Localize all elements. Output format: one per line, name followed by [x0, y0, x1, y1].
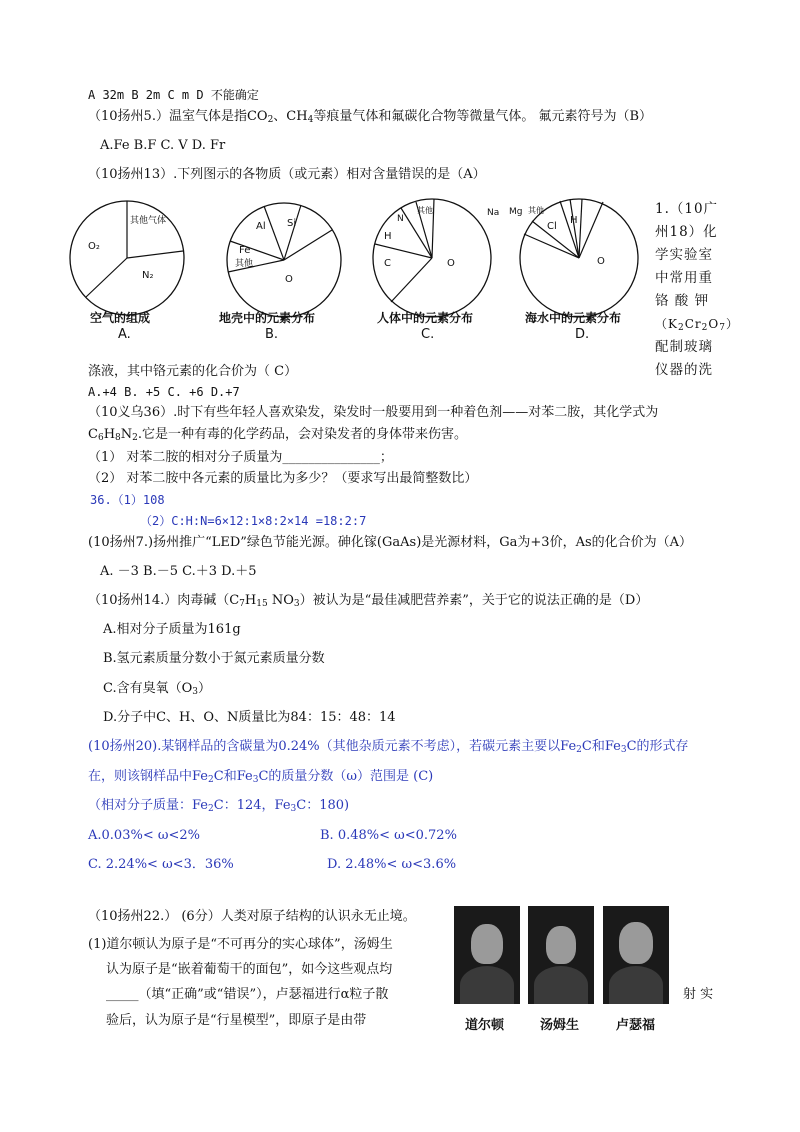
- pie-label: O₂: [88, 241, 100, 252]
- question-5-stem: （10扬州5.）温室气体是指$CO_2$、$CH_4$等痕量气体和氟碳化合物等微量气体。 氟元素符号为（B）: [88, 109, 653, 125]
- pie-label: Si: [287, 218, 297, 229]
- question-20-note: （相对分子质量：$Fe_2C$：124，$Fe_3C$：180): [88, 798, 350, 814]
- question-7-options: A. －3 B.－5 C.＋3 D.＋5: [100, 564, 257, 579]
- pie-label: N: [397, 214, 404, 224]
- question-14-option-c: C.含有臭氧$(O_3)$: [103, 681, 212, 697]
- pie-label: N₂: [142, 270, 154, 281]
- pie-label: Al: [256, 221, 266, 232]
- question-20-option-a: A.0.03%< ω<2%: [88, 828, 200, 843]
- question-36-formula: $C_6H_8N_2$.它是一种有毒的化学药品，会对染发者的身体带来伤害。: [88, 427, 468, 443]
- answer-36-1: 36.（1）108: [90, 493, 165, 507]
- pie-seawater: [487, 199, 638, 317]
- question-1-tail: 涤液，其中铬元素的化合价为（ C）: [88, 364, 298, 379]
- pie-label: 其他: [528, 206, 544, 215]
- pie-letter-d: D.: [575, 327, 590, 342]
- pie-label: Cl: [547, 221, 557, 232]
- question-14-option-b: B.氢元素质量分数小于氮元素质量分数: [103, 651, 325, 666]
- pie-label: 其他: [417, 206, 433, 215]
- pie-label: Fe: [239, 245, 251, 256]
- pie-body: [373, 199, 491, 317]
- question-22-line4: 验后，认为原子是“行星模型”，即原子是由带: [106, 1013, 367, 1028]
- question-22-line2: 认为原子是“嵌着葡萄干的面包”，如今这些观点均: [106, 962, 393, 977]
- pie-label: C: [384, 258, 391, 269]
- photo-thomson: [528, 906, 594, 1004]
- pie-air: [70, 201, 184, 315]
- q-options-line: A 32m B 2m C m D 不能确定: [88, 88, 259, 102]
- side-question: 1.（10广 州18）化 学实验室 中常用重 铬 酸 钾 $(K_2Cr_2O_7)$ 配制玻璃 仪器的洗: [655, 201, 739, 378]
- pie-label: O: [447, 258, 455, 269]
- pie-label: O: [597, 256, 605, 267]
- photo-dalton: [454, 906, 520, 1004]
- pie-caption-c: 人体中的元素分布: [377, 311, 474, 325]
- pie-label: O: [285, 274, 293, 285]
- photo-rutherford: [603, 906, 669, 1004]
- pie-label: Mg: [509, 207, 523, 217]
- answer-36-2: （2）C:H:N=6×12:1×8:2×14 =18:2:7: [140, 514, 367, 528]
- question-20-stem: (10扬州20).某钢样品的含碳量为0.24%（其他杂质元素不考虑），若碳元素主要以$Fe_2C$和$Fe_3C$的形式存: [88, 739, 689, 755]
- question-36-stem: （10义乌36）.时下有些年轻人喜欢染发，染发时一般要用到一种着色剂——对苯二胺，其化学式为: [88, 405, 659, 420]
- question-5-options: A.Fe B.F C. V D. Fr: [100, 138, 226, 153]
- pie-caption-d: 海水中的元素分布: [525, 311, 622, 325]
- photo-caption-dalton: 道尔顿: [465, 1018, 505, 1033]
- pie-caption-a: 空气的组成: [90, 311, 151, 325]
- question-14-option-a: A.相对分子质量为161g: [103, 622, 241, 637]
- question-36-part2: （2） 对苯二胺中各元素的质量比为多少？（要求写出最简整数比）: [88, 471, 478, 486]
- pie-label: 其他气体: [130, 216, 167, 226]
- question-20-option-c: C. 2.24%< ω<3．36%: [88, 857, 234, 872]
- question-22-line3: _____（填“正确”或“错误”），卢瑟福进行α粒子散: [106, 987, 389, 1002]
- pie-label: H: [570, 215, 578, 226]
- pie-crust: [227, 203, 341, 317]
- question-20-option-b: B. 0.48%< ω<0.72%: [320, 828, 457, 843]
- pie-letter-c: C.: [421, 327, 435, 342]
- pie-label: H: [384, 231, 392, 242]
- question-1-options: A.+4 B. +5 C. +6 D.+7: [88, 385, 240, 399]
- pie-letter-a: A.: [118, 327, 131, 342]
- pie-label: Na: [487, 208, 500, 218]
- question-13-stem: （10扬州13）.下列图示的各物质（或元素）相对含量错误的是（A）: [88, 167, 486, 182]
- question-36-part1: （1） 对苯二胺的相对分子质量为_______________；: [88, 450, 393, 465]
- question-14-stem: （10扬州14.）肉毒碱（$C_7H_{15}$ $NO_3$）被认为是“最佳减肥营养素”，关于它的说法正确的是（D）: [88, 593, 649, 609]
- question-22-line3-end: 射 实: [683, 987, 714, 1002]
- photo-caption-rutherford: 卢瑟福: [616, 1018, 656, 1033]
- pie-caption-b: 地壳中的元素分布: [219, 311, 316, 325]
- question-22-line1: (1)道尔顿认为原子是“不可再分的实心球体”，汤姆生: [88, 937, 393, 952]
- question-14-option-d: D.分子中C、H、O、N质量比为84：15：48：14: [103, 710, 396, 725]
- question-22-stem: （10扬州22.） (6分）人类对原子结构的认识永无止境。: [88, 909, 416, 924]
- photo-caption-thomson: 汤姆生: [540, 1018, 580, 1033]
- pie-label: 其他: [235, 259, 254, 269]
- pie-letter-b: B.: [265, 327, 279, 342]
- question-7-stem: (10扬州7.)扬州推广“LED”绿色节能光源。砷化镓(GaAs)是光源材料，Ga为+3价，As的化合价为（A）: [88, 535, 693, 550]
- question-20-option-d: D. 2.48%< ω<3.6%: [327, 857, 457, 872]
- question-20-stem-cont: 在，则该钢样品中$Fe_2C$和$Fe_3C$的质量分数（ω）范围是 (C): [88, 769, 434, 785]
